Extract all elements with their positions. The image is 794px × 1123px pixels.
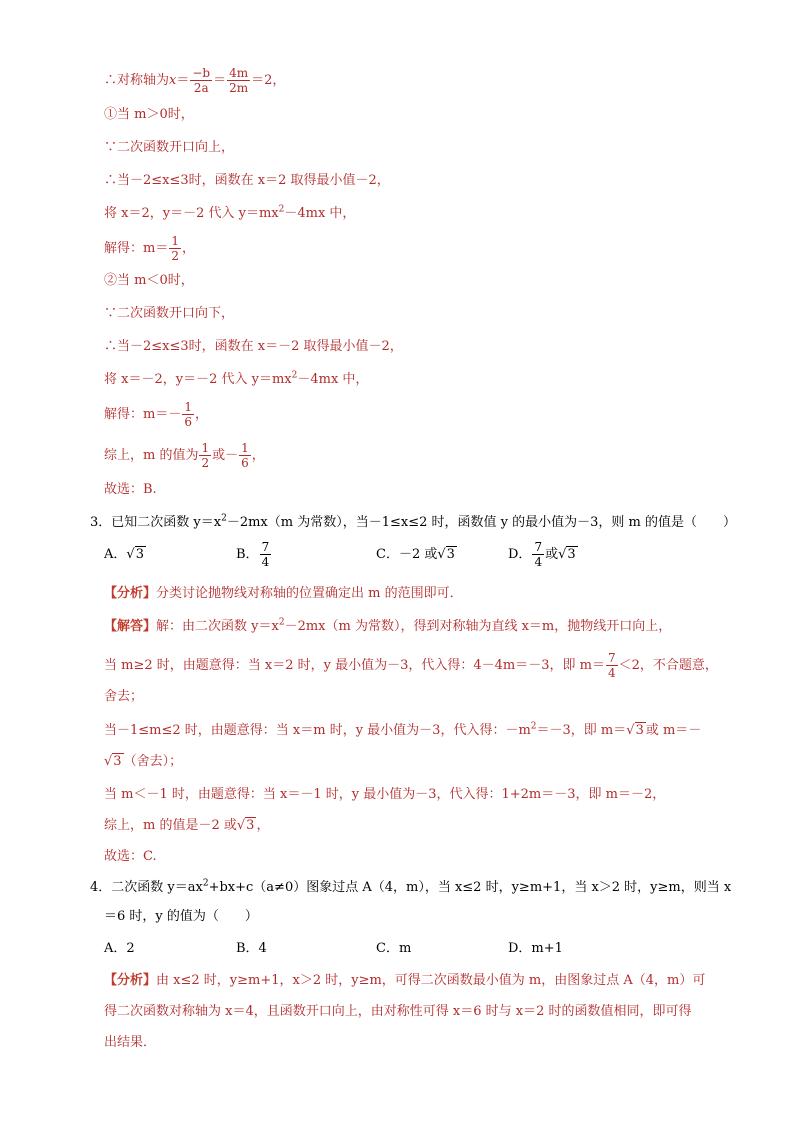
text: 或 m＝－ — [645, 723, 702, 738]
radicand: 3 — [446, 547, 455, 562]
q3-choose: 故选：C. — [104, 849, 157, 864]
sqrt: √3 — [626, 723, 644, 738]
text: ， — [256, 818, 270, 833]
answer-tag: 【解答】 — [104, 619, 157, 634]
numerator: 1 — [241, 441, 249, 455]
question-4-stem-cont: ＝6 时，y 的值为（ ） — [104, 909, 258, 924]
text: 4．二次函数 y＝ax — [90, 880, 203, 895]
option-label: B． — [236, 547, 259, 562]
case-2-heading: ②当 m＜0时， — [104, 273, 194, 288]
superscript: 2 — [202, 878, 209, 889]
result-line-2 — [104, 400, 208, 429]
answer-text: 解：由二次函数 y＝x — [156, 619, 279, 634]
q3-case-2 — [104, 722, 701, 740]
numerator: 1 — [184, 400, 192, 414]
denominator: 2m — [229, 81, 249, 95]
q4-option-c: C．m — [376, 941, 412, 956]
analysis-text: 分类讨论抛物线对称轴的位置确定出 m 的范围即可． — [156, 586, 463, 601]
radicand: 3 — [635, 723, 644, 738]
eq: ＝ — [176, 73, 190, 88]
text: 当 m≥2 时，由题意得：当 x＝2 时，y 最小值为－3，代入得：4－4m＝－3，即 m＝ — [104, 658, 605, 673]
text: （舍去）； — [123, 754, 183, 769]
text: 或－ — [212, 448, 239, 463]
sym-axis-line — [104, 66, 285, 95]
numerator: 1 — [201, 441, 210, 455]
question-3-stem — [90, 514, 736, 532]
denominator: 2 — [171, 249, 179, 263]
sqrt: √3 — [558, 547, 576, 562]
superscript: 2 — [278, 617, 285, 628]
substitute-line-2 — [104, 371, 368, 389]
denominator: 6 — [241, 456, 249, 470]
text: －4mx 中， — [284, 206, 356, 221]
fraction — [606, 651, 618, 680]
question-4-stem — [90, 879, 731, 897]
q3-analysis — [104, 585, 463, 603]
q3-case-3: 当 m＜－1 时，由题意得：当 x＝－1 时，y 最小值为－3，代入得：1+2m＝－3，即 m＝－2， — [104, 787, 666, 802]
analysis-tag: 【分析】 — [104, 973, 157, 988]
substitute-line-1 — [104, 205, 355, 223]
radicand: 3 — [135, 547, 144, 562]
text: －2mx（m 为常数），当－1≤x≤2 时，函数值 y 的最小值为－3，则 m 的值是（ ） — [226, 515, 736, 530]
q3-answer-intro — [104, 618, 671, 636]
denominator: 6 — [184, 415, 192, 429]
numerator: 7 — [607, 651, 616, 665]
sqrt: √3 — [437, 547, 455, 562]
sqrt: √3 — [236, 818, 255, 833]
radicand: 3 — [567, 547, 576, 562]
q3-case-2-cont — [104, 753, 182, 771]
q3-case-1-reject: 舍去； — [104, 689, 144, 704]
text: ＝－3，即 m＝ — [536, 723, 627, 738]
text: 3．已知二次函数 y＝x — [90, 515, 222, 530]
q3-option-b — [236, 540, 272, 569]
q4-analysis-cont-1: 得二次函数对称轴为 x＝4，且函数开口向上，由对称性可得 x＝6 时与 x＝2 时的函数值相同，即可得 — [104, 1004, 692, 1019]
q4-analysis — [104, 972, 705, 990]
summary-line — [104, 441, 265, 470]
text: ∴对称轴为 — [104, 73, 170, 88]
analysis-tag: 【分析】 — [104, 586, 157, 601]
text: 或 — [545, 547, 559, 562]
sqrt: √3 — [126, 547, 144, 562]
fraction — [260, 540, 272, 569]
numerator: 4m — [229, 66, 249, 80]
text: ， — [181, 241, 195, 256]
q3-option-c — [376, 546, 457, 564]
denominator: 4 — [261, 555, 270, 569]
eq: ＝ — [213, 73, 227, 88]
text: 解得：m＝ — [104, 241, 169, 256]
text: +bx+c（a≠0）图象过点 A（4，m），当 x≤2 时，y≥m+1，当 x＞2 时，y≥m，则当 x — [208, 880, 732, 895]
text: －4mx 中， — [297, 372, 369, 387]
text: 将 x＝2，y＝－2 代入 y＝mx — [104, 206, 279, 221]
fraction — [532, 540, 544, 569]
choose-b-line: 故选：B. — [104, 482, 157, 497]
text: 综上，m 的值为 — [104, 448, 199, 463]
superscript: 2 — [291, 370, 298, 381]
numerator: 7 — [534, 540, 543, 554]
text: ， — [251, 448, 265, 463]
option-label: D． — [508, 547, 532, 562]
option-label: A． — [104, 547, 127, 562]
text: ＝2， — [251, 73, 286, 88]
q4-option-d: D．m+1 — [508, 941, 563, 956]
q3-case-1 — [104, 651, 718, 680]
fraction — [169, 234, 181, 263]
opens-down-line: ∵二次函数开口向下， — [104, 306, 235, 321]
text: 当－1≤m≤2 时，由题意得：当 x＝m 时，y 最小值为－3，代入得：－m — [104, 723, 531, 738]
text: ＜2，不合题意， — [618, 658, 718, 673]
text: 解得：m＝－ — [104, 407, 182, 422]
radicand: 3 — [246, 818, 255, 833]
denominator: 4 — [607, 666, 616, 680]
fraction — [190, 66, 212, 95]
q3-option-a — [104, 546, 146, 564]
text: ， — [194, 407, 208, 422]
option-label: C．－2 或 — [376, 547, 438, 562]
text: 将 x＝－2，y＝－2 代入 y＝mx — [104, 372, 292, 387]
numerator: 1 — [171, 234, 179, 248]
fraction — [227, 66, 250, 95]
analysis-text: 由 x≤2 时，y≥m+1，x＞2 时，y≥m，可得二次函数最小值为 m，由图象过点 A（4，m）可 — [156, 973, 706, 988]
text: 综上，m 的值是－2 或 — [104, 818, 237, 833]
denominator: 4 — [534, 555, 543, 569]
q4-analysis-cont-2: 出结果． — [104, 1035, 157, 1050]
q3-option-d — [508, 540, 578, 569]
superscript: 2 — [221, 513, 227, 524]
answer-text: －2mx（m 为常数），得到对称轴为直线 x＝m，抛物线开口向上， — [284, 619, 672, 634]
numerator: −b — [192, 66, 211, 80]
result-line-1 — [104, 234, 195, 263]
denominator: 2a — [193, 81, 209, 95]
var-x: x — [169, 73, 177, 88]
superscript: 2 — [278, 204, 285, 215]
sqrt: √3 — [104, 754, 122, 769]
fraction — [239, 441, 251, 470]
case-1-heading: ①当 m＞0时， — [104, 107, 194, 122]
numerator: 7 — [261, 540, 270, 554]
fraction — [199, 441, 211, 470]
min-at-2-line: ∴当－2≤x≤3时，函数在 x＝2 取得最小值－2， — [104, 173, 390, 188]
fraction — [182, 400, 194, 429]
q3-summary — [104, 817, 269, 835]
min-at-neg2-line: ∴当－2≤x≤3时，函数在 x＝－2 取得最小值－2， — [104, 339, 403, 354]
superscript: 2 — [530, 721, 537, 732]
q4-option-b: B．4 — [236, 941, 267, 956]
q4-option-a: A．2 — [104, 941, 135, 956]
radicand: 3 — [113, 754, 122, 769]
denominator: 2 — [201, 456, 210, 470]
opens-up-line: ∵二次函数开口向上， — [104, 140, 235, 155]
